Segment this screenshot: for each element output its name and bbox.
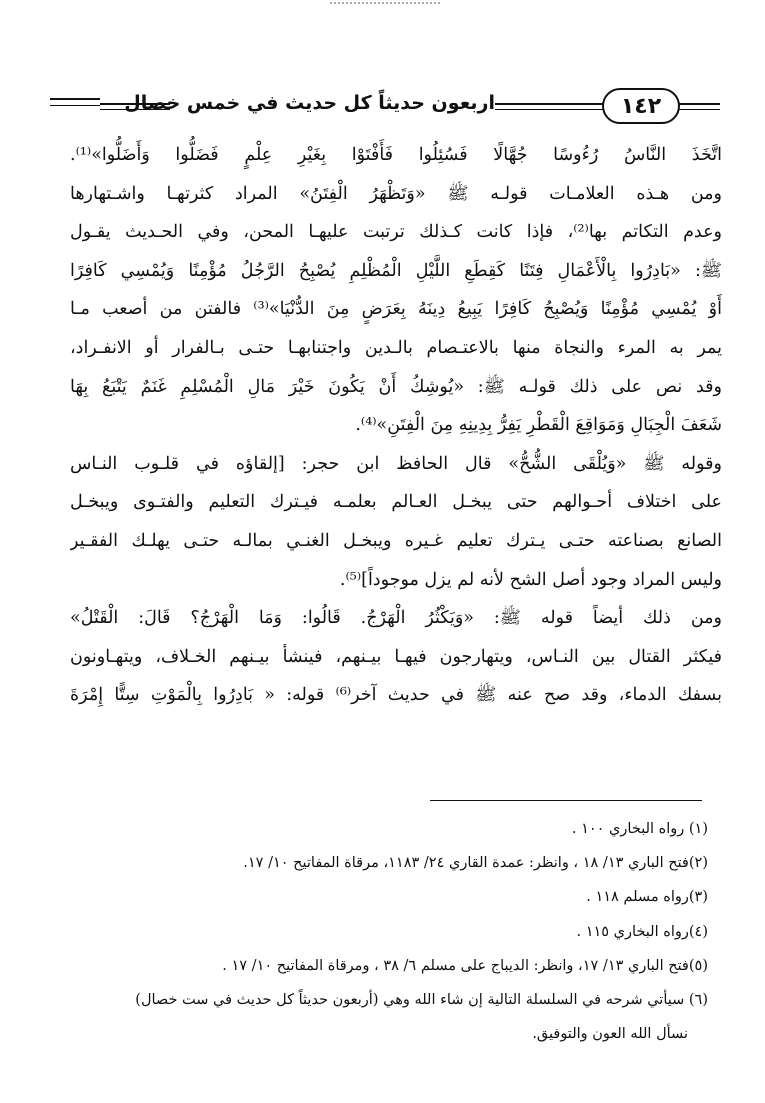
text-line: وقد نص على ذلك قولـه ﷺ: «يُوشِكُ أَنْ يَكُونَ خَيْرَ مَالِ الْمُسْلِمِ غَنَمٌ يَتْبَعُ بِهَا <box>70 376 722 397</box>
text-line: ومن هـذه العلامـات قولـه ﷺ «وَتَظْهَرُ الْفِتَنُ» المراد كثرتهـا واشـتهارها <box>70 183 722 204</box>
text-line: بسفك الدماء، وقد صح عنه ﷺ في حديث آخر⁽⁶⁾ قوله: « بَادِرُوا بِالْمَوْتِ سِتًّا إِمْرَةَ <box>70 685 722 706</box>
text-line: وقوله ﷺ «وَيُلْقَى الشُّحُّ» قال الحافظ ابن حجر: [إلقاؤه في قلـوب النـاس <box>70 453 722 474</box>
text-line: الصانع بصناعته حتـى يـترك تعليم غـيره ويبخـل الغنـي بمالـه حتـى يهلـك الفقـير <box>70 530 722 551</box>
page-number: ١٤٢ <box>602 88 680 124</box>
text-line: أَوْ يُمْسِي مُؤْمِنًا وَيُصْبِحُ كَافِرًا يَبِيعُ دِينَهُ بِعَرَضٍ مِنَ الدُّنْيَا»⁽³⁾ فالفتن من أصعب مـا <box>70 299 722 320</box>
footnote: (٣)رواه مسلم ١١٨ . <box>586 889 708 906</box>
header-rule-left-top <box>50 98 100 100</box>
running-title: اربعون حديثاً كل حديث في خمس خصال <box>170 88 495 118</box>
footnote-continuation: نسأل الله العون والتوفيق. <box>532 1026 688 1043</box>
text-line: وعدم التكاتم بها⁽²⁾، فإذا كانت كـذلك ترتبت عليهـا المحن، وفي الحـديث يقـول <box>70 222 722 243</box>
top-scan-rule <box>330 2 440 4</box>
footnote: (١) رواه البخاري ١٠٠ . <box>571 821 708 837</box>
main-text <box>70 136 722 715</box>
footnote: (٤)رواه البخاري ١١٥ . <box>576 923 708 940</box>
footnote-separator <box>430 800 702 801</box>
text-line: ومن ذلك أيضاً قوله ﷺ: «وَيَكْثُرُ الْهَرْجُ. قَالُوا: وَمَا الْهَرْجُ؟ قَالَ: الْقَتْلُ» <box>70 608 722 629</box>
header-rule-left-bottom <box>50 105 100 106</box>
text-line: شَعَفَ الْجِبَالِ وَمَوَاقِعَ الْقَطْرِ يَفِرُّ بِدِينِهِ مِنَ الْفِتَنِ»⁽⁴⁾. <box>355 415 722 436</box>
text-line: فيكثر القتال بين النـاس، ويتهارجون فيهـا بيـنهم، فينشأ بيـنهم الخـلاف، ويتهـاونون <box>70 646 722 667</box>
text-line: اتَّخَذَ النَّاسُ رُءُوسًا جُهَّالًا فَسُئِلُوا فَأَفْتَوْا بِغَيْرِ عِلْمٍ فَضَلُّوا وَأَضَلُّوا»⁽¹⁾. <box>70 145 722 165</box>
footnote: (٥)فتح الباري ١٣/ ١٧، وانظر: الديباج على مسلم ٦/ ٣٨ ، ومرقاة المفاتيح ١٠/ ١٧ . <box>222 957 708 974</box>
running-header <box>50 84 720 128</box>
text-line: على اختلاف أحـوالهم حتى يبخـل العـالم بعلمـه فيـترك التعليم والفتـوى ويبخـل <box>70 492 722 513</box>
text-line: ﷺ: «بَادِرُوا بِالْأَعْمَالِ فِتَنًا كَقِطَعِ اللَّيْلِ الْمُظْلِمِ يُصْبِحُ الرَّجُلُ مُؤْمِنًا وَيُمْسِي كَافِرًا <box>70 260 722 281</box>
footnote: (٦) سيأتي شرحه في السلسلة التالية إن شاء الله وهي (أربعون حديثاً كل حديث في ست خصال) <box>135 991 708 1008</box>
footnote: (٢)فتح الباري ١٣/ ١٨ ، وانظر: عمدة القاري ٢٤/ ١١٨٣، مرقاة المفاتيح ١٠/ ١٧. <box>243 855 708 872</box>
text-line: وليس المراد وجود أصل الشح لأنه لم يزل موجوداً]⁽⁵⁾. <box>339 569 722 590</box>
text-line: يمر به المرء والنجاة منها بالاعتـصام بالـدين واجتنابهـا حتـى بـالفرار أو الانفـراد، <box>70 337 722 358</box>
footnotes <box>50 812 710 1051</box>
